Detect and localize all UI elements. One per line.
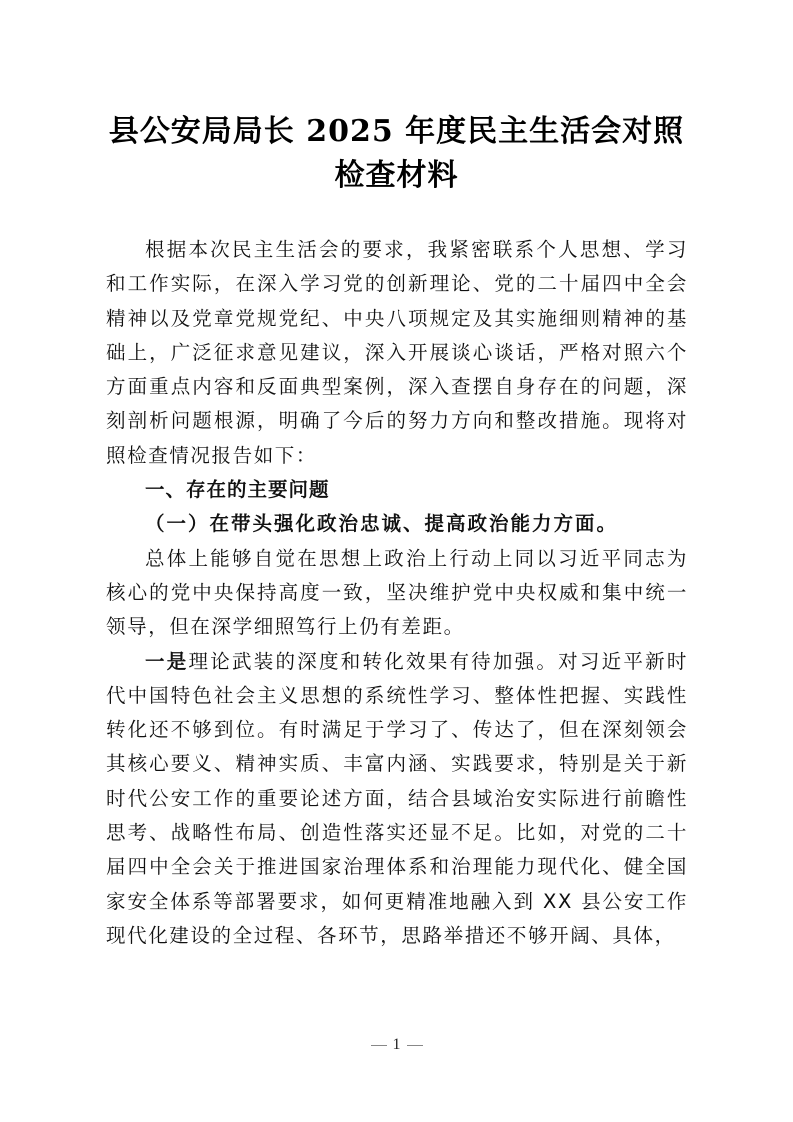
- section-heading: 一、存在的主要问题: [145, 478, 330, 502]
- subsection-heading: （一）在带头强化政治忠诚、提高政治能力方面。: [145, 512, 619, 536]
- page-footer: [0, 1036, 793, 1054]
- point-paragraph: [106, 645, 688, 954]
- title-line-2: 检查材料: [334, 158, 459, 193]
- intro-paragraph: 根据本次民主生活会的要求，我紧密联系个人思想、学习和工作实际，在深入学习党的创新理论、党的二十届四中全会精神以及党章党规党纪、中央八项规定及其实施细则精神的基础上，广泛征求意见建议，深入开展谈心谈话，严格对照六个方面重点内容和反面典型案例，深入查摆自身存在的问题，深刻剖析问题根源，明确了今后的努力方向和整改措施。现将对照检查情况报告如下：: [106, 238, 688, 467]
- page-number: 1: [392, 1036, 401, 1053]
- footer-dash-left: [371, 1045, 387, 1046]
- document-body: [106, 233, 688, 953]
- point-text: 理论武装的深度和转化效果有待加强。对习近平新时代中国特色社会主义思想的系统性学习、整体性把握、实践性转化还不够到位。有时满足于学习了、传达了，但在深刻领会其核心要义、精神实质、丰富内涵、实践要求，特别是关于新时代公安工作的重要论述方面，结合县域治安实际进行前瞻性思考、战略性布局、创造性落实还显不足。比如，对党的二十届四中全会关于推进国家治理体系和治理能力现代化、健全国家安全体系等部署要求，如何更精准地融入到 XX 县公安工作现代化建设的全过程、各环节，思路举措还不够开阔、具体，: [106, 649, 688, 947]
- point-lead: 一是: [145, 649, 189, 673]
- body-paragraph: 总体上能够自觉在思想上政治上行动上同以习近平同志为核心的党中央保持高度一致，坚决维护党中央权威和集中统一领导，但在深学细照笃行上仍有差距。: [106, 546, 688, 639]
- title-line-1: 县公安局局长 2025 年度民主生活会对照: [108, 114, 685, 149]
- document-title: [80, 110, 713, 198]
- footer-dash-right: [407, 1045, 423, 1046]
